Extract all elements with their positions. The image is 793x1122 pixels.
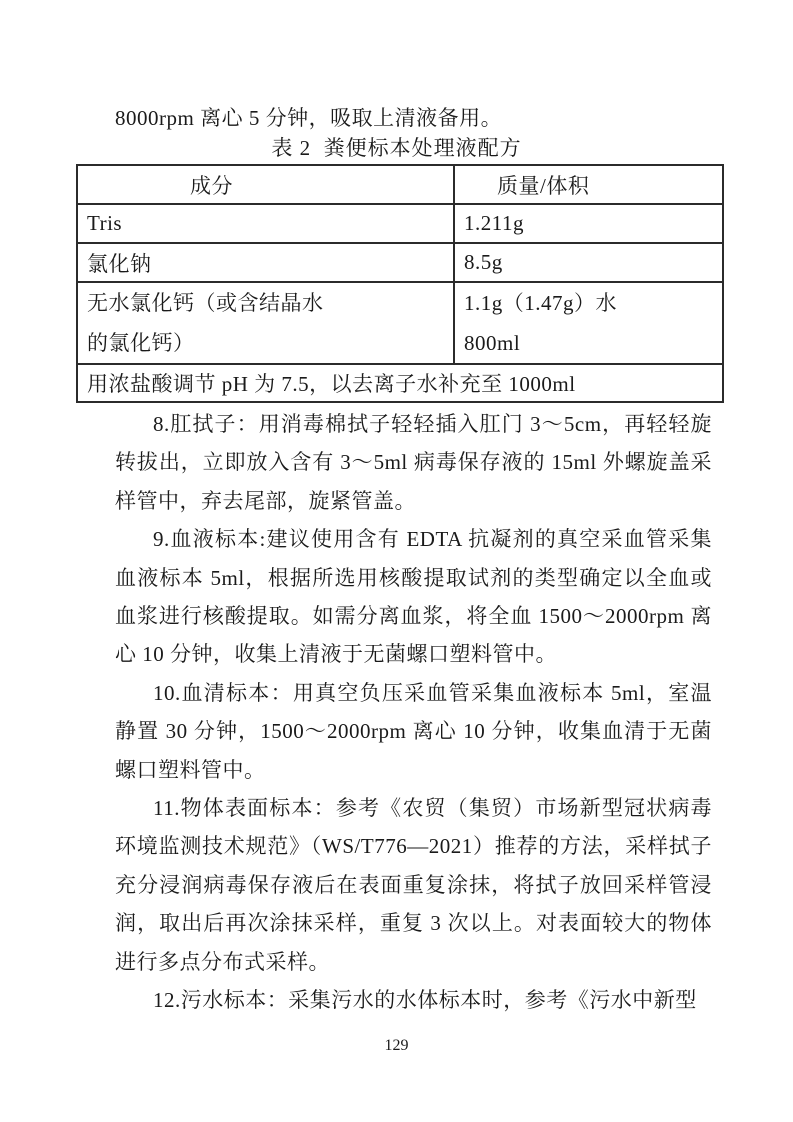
table-row <box>77 243 723 282</box>
table-note-cell: 用浓盐酸调节 pH 为 7.5，以去离子水补充至 1000ml <box>77 364 723 402</box>
paragraph-9: 9.血液标本:建议使用含有 EDTA 抗凝剂的真空采血管采集血液标本 5ml，根据所选用核酸提取试剂的类型确定以全血或血浆进行核酸提取。如需分离血浆，将全血 1500～2000rpm 离心 10 分钟，收集上清液于无菌螺口塑料管中。 <box>115 527 712 667</box>
table-cell-line: 的氯化钙） <box>87 331 195 355</box>
table-header-row <box>77 165 723 204</box>
table-cell-amount <box>454 282 723 364</box>
paragraph-8: 8.肛拭子：用消毒棉拭子轻轻插入肛门 3～5cm，再轻轻旋转拔出，立即放入含有 3～5ml 病毒保存液的 15ml 外螺旋盖采样管中，弃去尾部，旋紧管盖。 <box>115 412 712 513</box>
page-number: 129 <box>384 1037 409 1054</box>
table-cell-line: 无水氯化钙（或含结晶水 <box>87 291 324 315</box>
paragraph-continuation: 8000rpm 离心 5 分钟，吸取上清液备用。 <box>115 106 503 130</box>
table-cell-component: 氯化钠 <box>77 243 454 282</box>
table-cell-component <box>77 282 454 364</box>
table-cell-line: 800ml <box>464 331 521 355</box>
paragraph-11: 11.物体表面标本：参考《农贸（集贸）市场新型冠状病毒环境监测技术规范》（WS/T776—2021）推荐的方法，采样拭子充分浸润病毒保存液后在表面重复涂抹，将拭子放回采样管浸润，取出后再次涂抹采样，重复 3 次以上。对表面较大的物体进行多点分布式采样。 <box>115 796 712 974</box>
table-note-row <box>77 364 723 402</box>
paragraph-12: 12.污水标本：采集污水的水体标本时，参考《污水中新型 <box>153 988 697 1013</box>
table-header-amount: 质量/体积 <box>454 165 723 204</box>
body-text-block <box>115 405 712 1020</box>
table-row <box>77 282 723 364</box>
table-cell-amount: 8.5g <box>454 243 723 282</box>
formula-table <box>76 164 724 403</box>
table-header-component: 成分 <box>77 165 454 204</box>
table-caption: 表 2 粪便标本处理液配方 <box>271 136 522 160</box>
table-cell-amount: 1.211g <box>454 204 723 243</box>
paragraph-10: 10.血清标本：用真空负压采血管采集血液标本 5ml，室温静置 30 分钟，1500～2000rpm 离心 10 分钟，收集血清于无菌螺口塑料管中。 <box>115 680 712 782</box>
table-cell-line: 1.1g（1.47g）水 <box>464 291 617 315</box>
table-cell-component: Tris <box>77 204 454 243</box>
table-row <box>77 204 723 243</box>
